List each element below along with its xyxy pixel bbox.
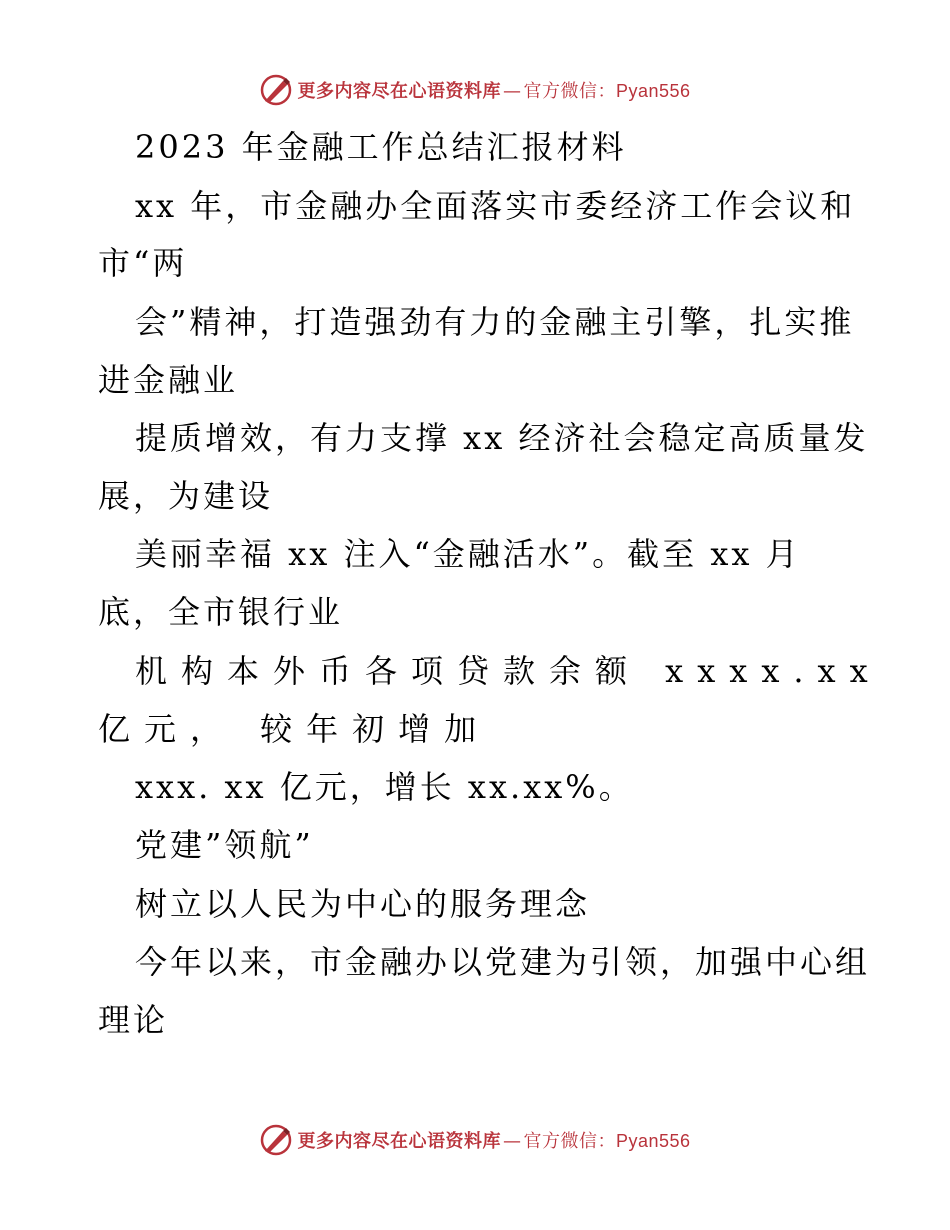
paragraph-line: 理论 [98,1001,169,1039]
paragraph-line: 提质增效，有力支撑 xx 经济社会稳定高质量发 [135,419,869,457]
paragraph-line: xx 年，市金融办全面落实市委经济工作会议和 [135,187,856,225]
pen-logo-icon [259,1123,293,1157]
promo-text: 更多内容尽在心语资料库 [297,81,501,102]
document-title: 2023 年金融工作总结汇报材料 [135,128,627,166]
header-watermark [0,70,950,110]
paragraph-line: 机构本外币各项贷款余额 xxxx.xx [135,652,882,690]
dash-text: — [502,81,522,102]
wechat-label: 官方微信： [523,1131,616,1152]
section-heading: 党建”领航” [135,826,314,864]
footer-watermark [0,1120,950,1160]
promo-text: 更多内容尽在心语资料库 [297,1131,501,1152]
paragraph-line: 今年以来，市金融办以党建为引领，加强中心组 [135,943,871,981]
paragraph-line: 美丽幸福 xx 注入“金融活水”。截至 xx 月 [135,535,801,573]
section-subheading: 树立以人民为中心的服务理念 [135,885,591,923]
paragraph-line: 展，为建设 [98,477,274,515]
dash-text: — [502,1131,522,1152]
paragraph-line: 亿元， 较年初增加 [98,710,491,748]
watermark-text [297,1127,690,1153]
pen-logo-icon [259,73,293,107]
wechat-label: 官方微信： [523,81,616,102]
paragraph-line: 会”精神，打造强劲有力的金融主引擎，扎实推 [135,303,855,341]
wechat-id: Pyan556 [615,1131,691,1151]
paragraph-line: xxx. xx 亿元，增长 xx.xx%。 [135,768,634,806]
paragraph-line: 底，全市银行业 [98,593,344,631]
paragraph-line: 进金融业 [98,361,239,399]
wechat-id: Pyan556 [615,81,691,101]
paragraph-line: 市“两 [98,244,188,282]
watermark-text [297,77,690,103]
